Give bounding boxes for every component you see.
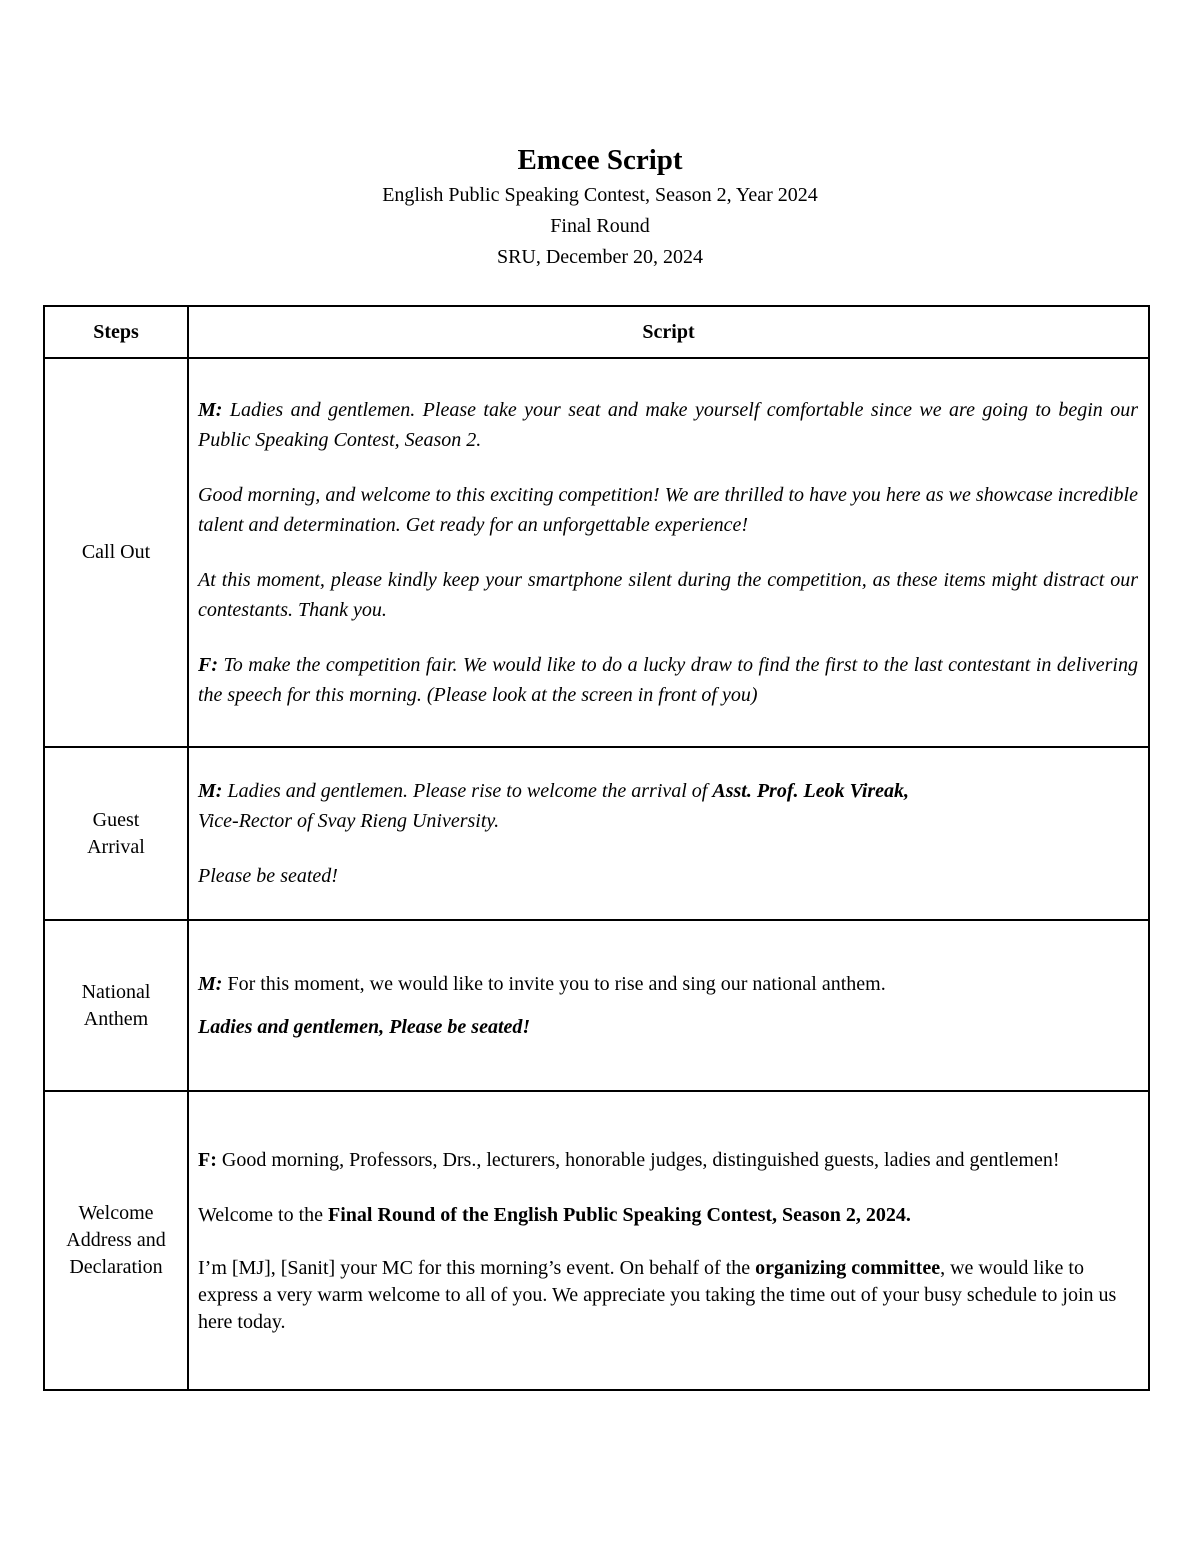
speaker-label: M:: [198, 780, 223, 802]
speaker-label: M:: [198, 399, 223, 421]
document-header: [0, 140, 1200, 273]
script-paragraph: At this moment, please kindly keep your smartphone silent during the competition, as these items might distract our contestants. Thank you.: [198, 569, 1138, 621]
script-welcome-address: [188, 1091, 1149, 1390]
script-column-header: Script: [188, 306, 1149, 358]
steps-column-header: Steps: [44, 306, 188, 358]
script-paragraph: F: Good morning, Professors, Drs., lecturers, honorable judges, distinguished guests, ladies and gentlemen!: [198, 1149, 1060, 1171]
script-paragraph: Welcome to the Final Round of the English Public Speaking Contest, Season 2, 2024.: [198, 1204, 911, 1226]
step-guest-arrival: Guest Arrival: [44, 747, 188, 920]
script-paragraph: Good morning, and welcome to this exciting competition! We are thrilled to have you here as we showcase incredible talent and determination. Get ready for an unforgettable experience!: [198, 484, 1138, 536]
script-call-out: [188, 358, 1149, 747]
speaker-label: M:: [198, 973, 223, 995]
document-title: Emcee Script: [517, 144, 683, 176]
speaker-label: F:: [198, 1149, 217, 1171]
event-name: English Public Speaking Contest, Season 2, Year 2024: [382, 184, 818, 206]
script-guest-arrival: [188, 747, 1149, 920]
speaker-label: F:: [198, 654, 218, 676]
step-welcome-address: Welcome Address and Declaration: [44, 1091, 188, 1390]
table-row: [44, 1091, 1149, 1390]
script-paragraph: I’m [MJ], [Sanit] your MC for this morning’s event. On behalf of the organizing committee, we would like to express a very warm welcome to all of you. We appreciate you taking the time out of your busy schedule to join us here today.: [198, 1257, 1117, 1333]
script-paragraph: F: To make the competition fair. We would like to do a lucky draw to find the first to the last contestant in delivering the speech for this morning. (Please look at the screen in front of you): [198, 654, 1138, 706]
event-date: SRU, December 20, 2024: [496, 246, 704, 268]
step-national-anthem: National Anthem: [44, 920, 188, 1091]
table-row: [44, 747, 1149, 920]
guest-role: Vice-Rector of Svay Rieng University.: [198, 810, 500, 832]
script-national-anthem: [188, 920, 1149, 1091]
script-paragraph: Ladies and gentlemen, Please be seated!: [198, 1016, 531, 1038]
script-paragraph: M: Ladies and gentlemen. Please rise to welcome the arrival of Asst. Prof. Leok Vireak, Vice-Rector of Svay Rieng University.: [198, 780, 910, 832]
table-header-row: [44, 306, 1149, 358]
script-table: [43, 305, 1150, 1391]
step-call-out: Call Out: [44, 358, 188, 747]
guest-name: Asst. Prof. Leok Vireak,: [712, 780, 910, 802]
table-row: [44, 920, 1149, 1091]
round-name: Final Round: [550, 215, 650, 237]
table-row: [44, 358, 1149, 747]
script-paragraph: M: Ladies and gentlemen. Please take your seat and make yourself comfortable since we are going to begin our Public Speaking Contest, Season 2.: [198, 399, 1138, 451]
script-paragraph: M: For this moment, we would like to invite you to rise and sing our national anthem.: [198, 973, 886, 995]
script-paragraph: Please be seated!: [198, 865, 338, 887]
